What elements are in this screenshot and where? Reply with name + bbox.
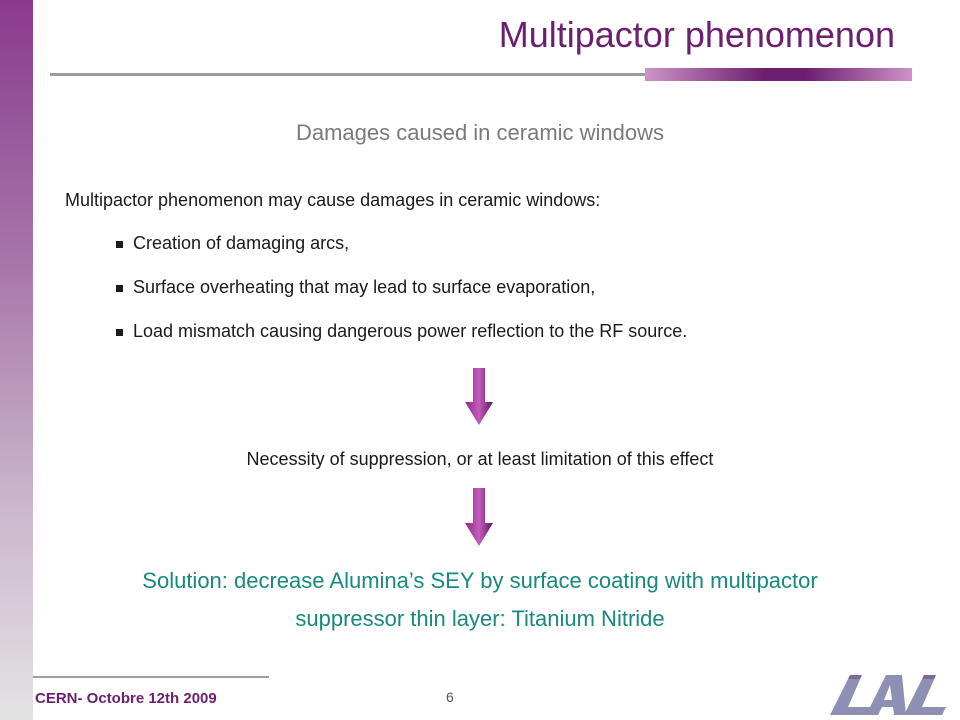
lal-logo [828,673,952,717]
footer-text: CERN- Octobre 12th 2009 [35,690,217,707]
slide-subtitle: Damages caused in ceramic windows [295,120,665,145]
necessity-text: Necessity of suppression, or at least limitation of this effect [246,449,714,469]
solution-line-1: Solution: decrease Alumina’s SEY by surface coating with multipactor [142,568,818,593]
bullet-text: Surface overheating that may lead to surface evaporation, [133,277,596,297]
solution-line-2: suppressor thin layer: Titanium Nitride [295,606,665,631]
title-accent-bar [645,68,912,81]
down-arrow-icon [465,368,493,425]
page-number: 6 [446,689,454,705]
bullet-text: Load mismatch causing dangerous power reflection to the RF source. [133,321,688,341]
slide-title: Multipactor phenomenon [498,14,895,55]
bullet-item [114,277,687,321]
solution-text [0,562,960,638]
square-bullet-icon [116,241,123,248]
title-rule [50,73,650,76]
bullet-item [114,321,687,365]
bullet-item [114,233,687,277]
intro-text: Multipactor phenomenon may cause damages in ceramic windows: [65,190,601,210]
square-bullet-icon [116,329,123,336]
bullet-text: Creation of damaging arcs, [133,233,350,253]
down-arrow-icon [465,488,493,546]
square-bullet-icon [116,285,123,292]
footer-rule [33,676,269,678]
bullet-list [114,233,687,365]
